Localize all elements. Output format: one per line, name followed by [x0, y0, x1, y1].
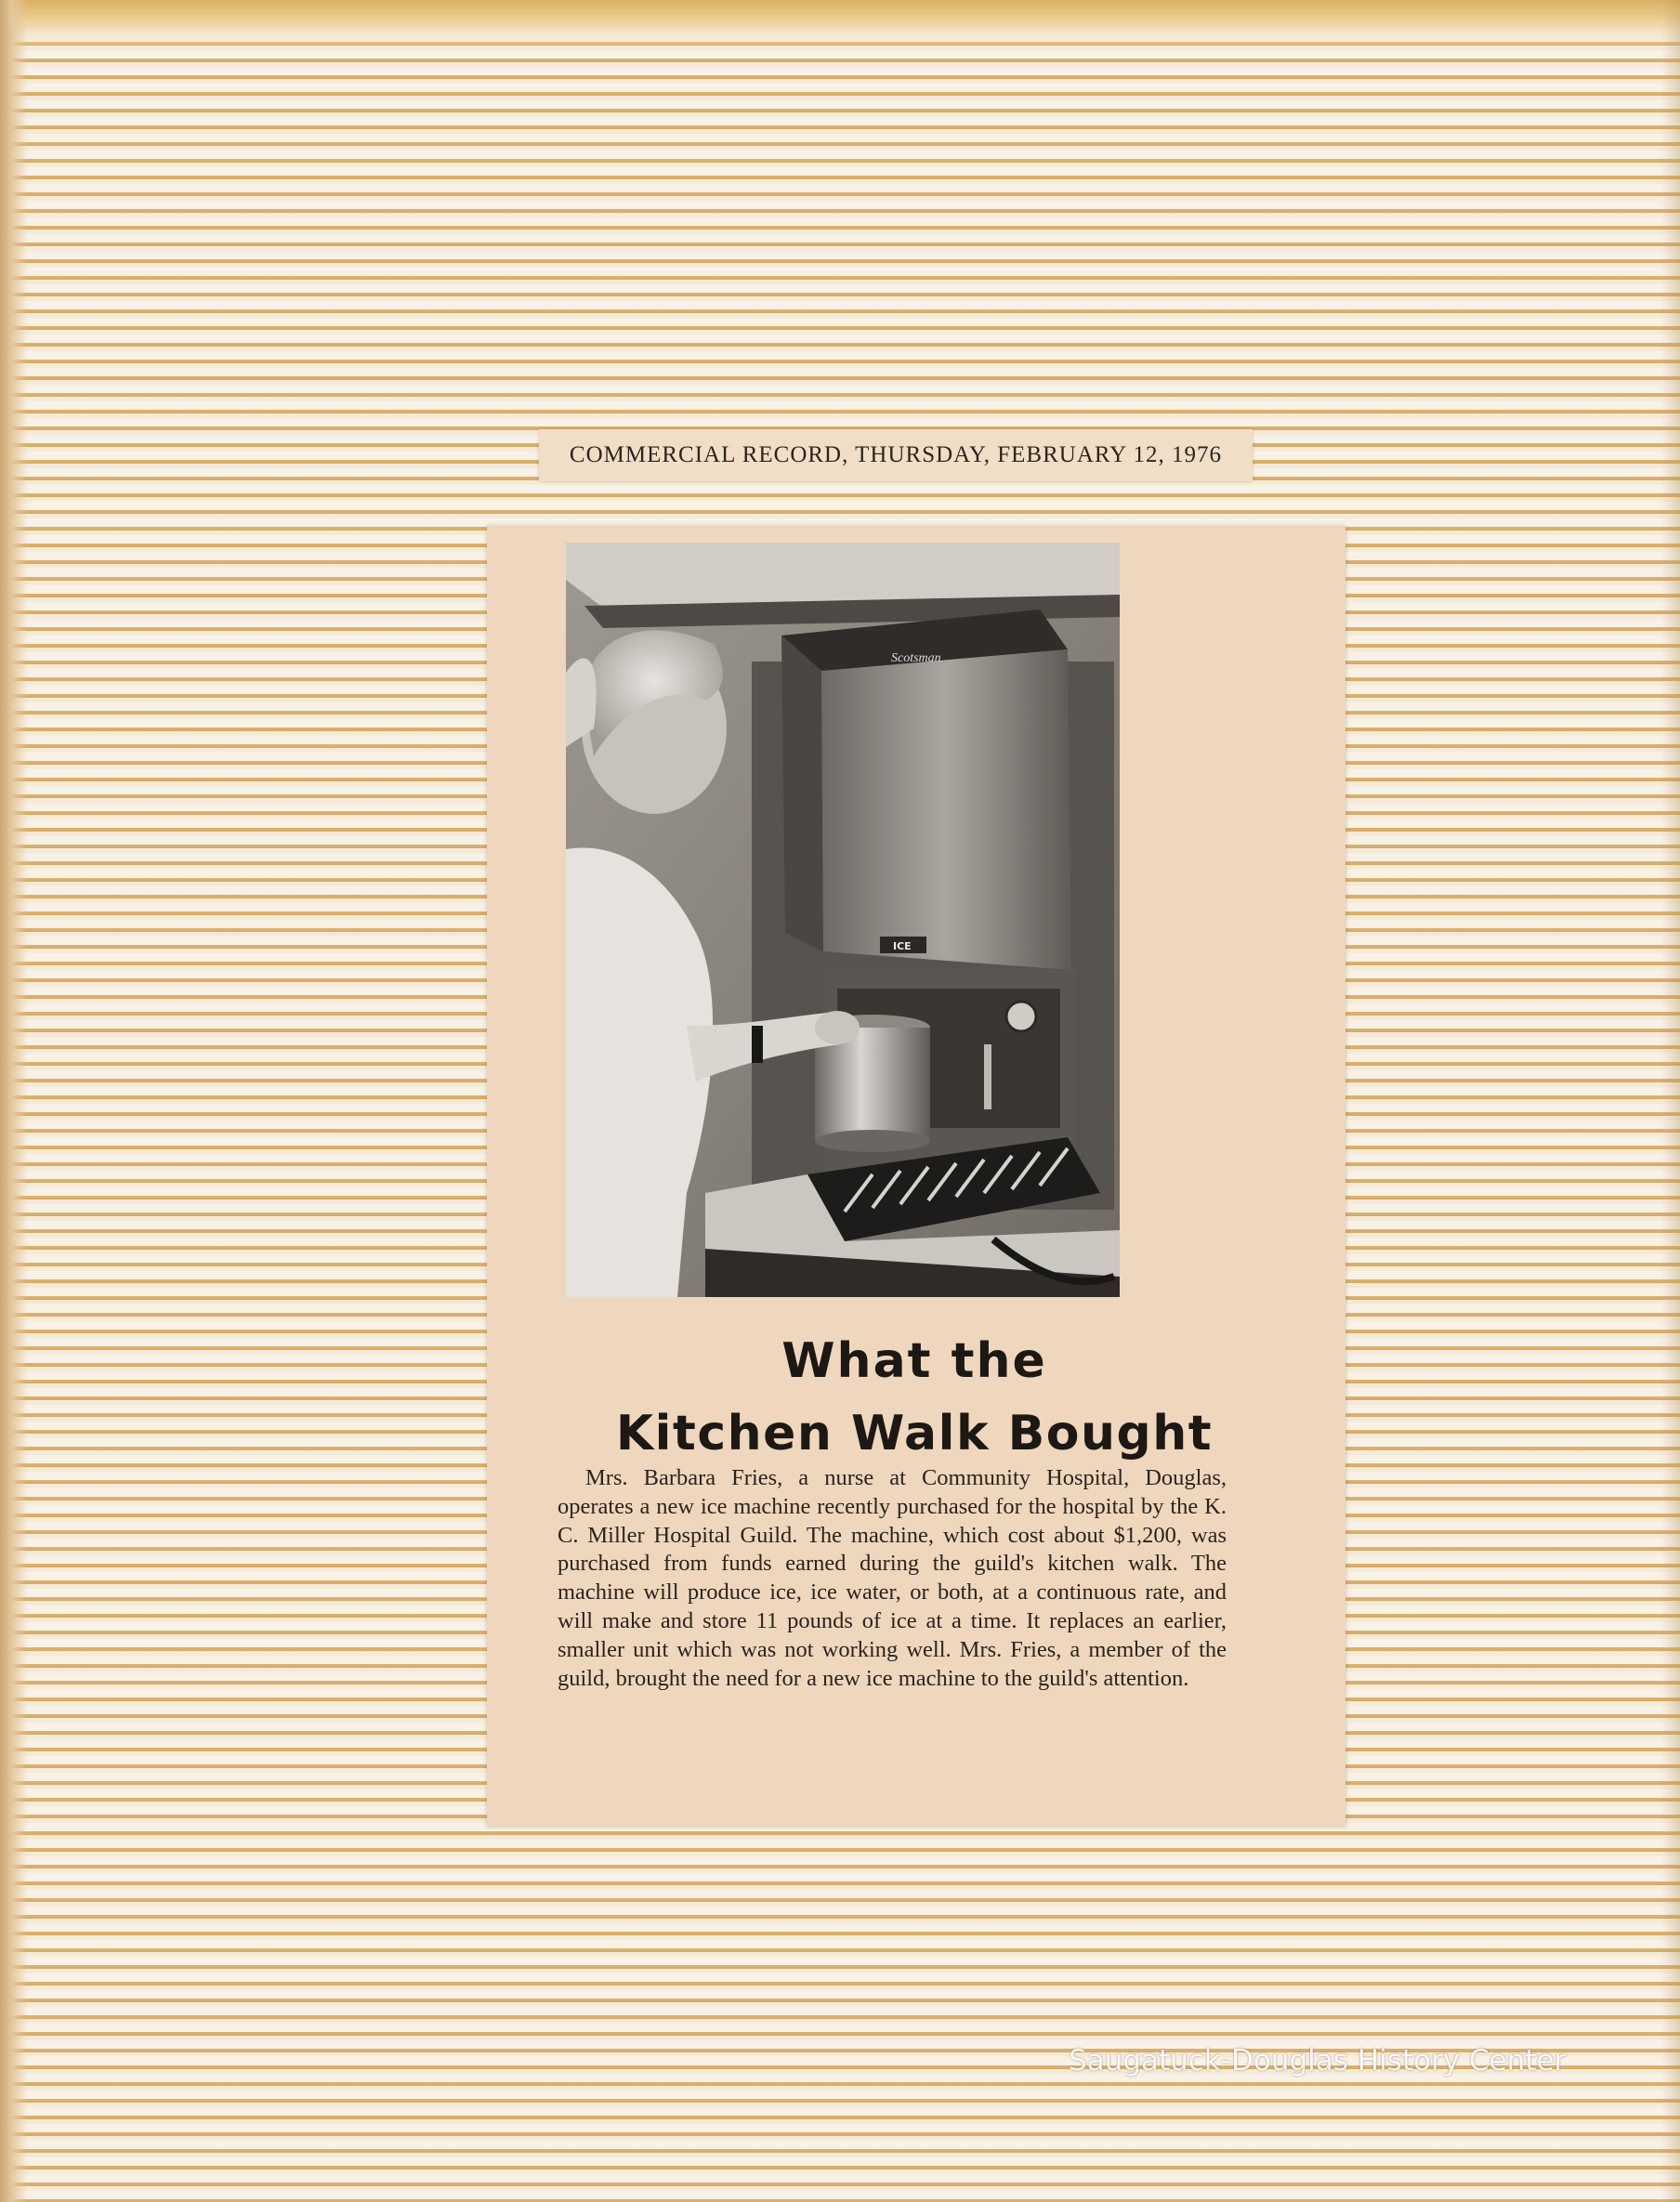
photo-illustration [566, 543, 1120, 1297]
page-left-edge [0, 0, 28, 2202]
headline [515, 1325, 1314, 1470]
watermark: Saugatuck-Douglas History Center [1069, 2044, 1567, 2077]
svg-text:Scotsman: Scotsman [891, 651, 941, 665]
article-body: Mrs. Barbara Fries, a nurse at Community Hospital, Douglas, operates a new ice machine recently purchased for the hospital by the K. C. Miller Hospital Guild. The machine, which cost about $1,200, was purchased from funds earned during the guild's kitchen walk. The machine will produce ice, ice water, or both, at a continuous rate, and will make and store 11 pounds of ice at a time. It replaces an earlier, smaller unit which was not working well. Mrs. Fries, a member of the guild, brought the need for a new ice machine to the guild's attention. [558, 1465, 1227, 1691]
article-clipping [487, 526, 1345, 1827]
article-photo [566, 543, 1120, 1297]
dateline-clipping [539, 429, 1253, 481]
headline-line-2: Kitchen Walk Bought [615, 1406, 1214, 1461]
ice-label: ICE [893, 940, 912, 952]
headline-line-1: What the [781, 1333, 1047, 1389]
page-top-edge [0, 0, 1680, 46]
dateline-text: COMMERCIAL RECORD, THURSDAY, FEBRUARY 12, 1976 [569, 442, 1223, 467]
page-right-shadow [1661, 0, 1680, 2202]
